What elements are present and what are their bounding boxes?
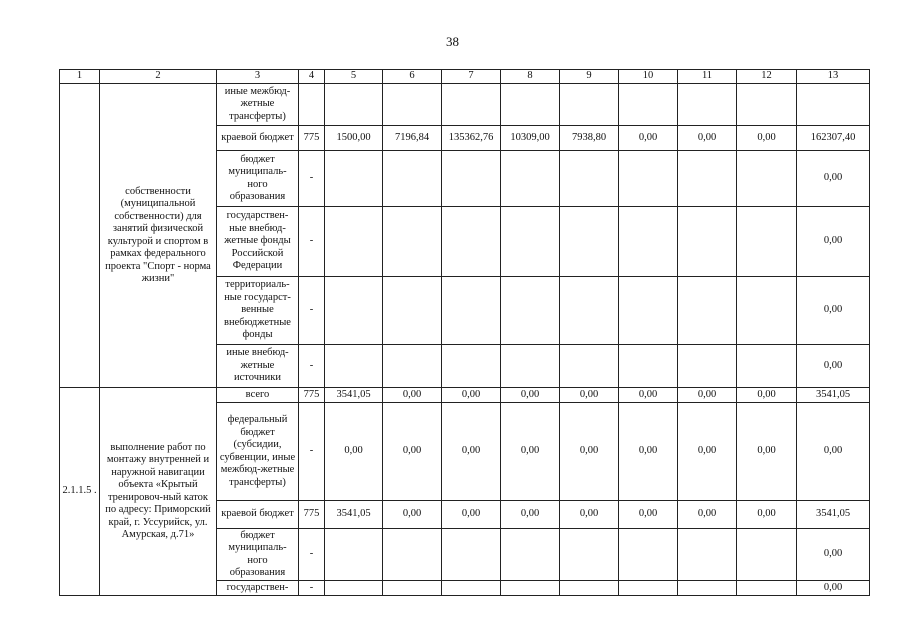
cell-c4: -: [299, 581, 325, 596]
column-header: 2: [100, 70, 217, 84]
funding-source: краевой бюджет: [217, 126, 299, 151]
column-header: 10: [619, 70, 678, 84]
cell-c7: 135362,76: [442, 126, 501, 151]
cell-c11: [678, 84, 737, 126]
cell-c7: [442, 277, 501, 345]
item-description: собственности (муниципальной собственности) для занятий физической культурой и спортом в рамках федерального проекта "Спорт - норма жизни": [100, 84, 217, 388]
cell-c8: [501, 529, 560, 581]
funding-source: иные межбюд-жетные трансферты): [217, 84, 299, 126]
funding-source: федеральный бюджет (субсидии, субвенции, иные межбюд-жетные трансферты): [217, 403, 299, 501]
column-header: 12: [737, 70, 797, 84]
funding-source: иные внебюд-жетные источники: [217, 345, 299, 388]
cell-c10: [619, 529, 678, 581]
column-header: 5: [325, 70, 383, 84]
funding-source: всего: [217, 388, 299, 403]
cell-c7: 0,00: [442, 388, 501, 403]
column-number-header: [60, 70, 870, 84]
cell-c12: [737, 529, 797, 581]
cell-c10: 0,00: [619, 501, 678, 529]
column-header: 1: [60, 70, 100, 84]
cell-c6: [383, 84, 442, 126]
cell-c10: [619, 207, 678, 277]
cell-c4: -: [299, 151, 325, 207]
cell-c8: [501, 151, 560, 207]
cell-c8: 0,00: [501, 501, 560, 529]
cell-c9: [560, 529, 619, 581]
cell-c6: 0,00: [383, 501, 442, 529]
cell-c4: -: [299, 277, 325, 345]
item-code: 2.1.1.5 .: [60, 388, 100, 596]
cell-c7: [442, 151, 501, 207]
cell-c7: [442, 207, 501, 277]
cell-c12: 0,00: [737, 403, 797, 501]
cell-c13: 3541,05: [797, 501, 870, 529]
cell-c4: 775: [299, 126, 325, 151]
cell-c10: 0,00: [619, 126, 678, 151]
cell-c8: [501, 581, 560, 596]
funding-source: бюджет муниципаль-ного образования: [217, 529, 299, 581]
cell-c10: [619, 84, 678, 126]
cell-c5: 0,00: [325, 403, 383, 501]
cell-c13: [797, 84, 870, 126]
column-header: 11: [678, 70, 737, 84]
cell-c9: [560, 277, 619, 345]
cell-c8: 0,00: [501, 403, 560, 501]
cell-c10: [619, 277, 678, 345]
cell-c6: [383, 529, 442, 581]
column-header: 4: [299, 70, 325, 84]
column-header: 13: [797, 70, 870, 84]
cell-c7: [442, 84, 501, 126]
cell-c8: 10309,00: [501, 126, 560, 151]
cell-c11: 0,00: [678, 403, 737, 501]
funding-source: государствен-ные внебюд-жетные фонды Российской Федерации: [217, 207, 299, 277]
cell-c9: [560, 345, 619, 388]
funding-source: бюджет муниципаль-ного образования: [217, 151, 299, 207]
item-description: выполнение работ по монтажу внутренней и наружной навигации объекта «Крытый тренировоч-ный каток по адресу: Приморский край, г. Уссурийск, ул. Амурская, д.71»: [100, 388, 217, 596]
cell-c9: 7938,80: [560, 126, 619, 151]
cell-c8: [501, 84, 560, 126]
cell-c4: -: [299, 345, 325, 388]
cell-c12: 0,00: [737, 501, 797, 529]
cell-c5: 3541,05: [325, 501, 383, 529]
table-row: [60, 84, 870, 126]
cell-c5: [325, 581, 383, 596]
cell-c5: [325, 529, 383, 581]
cell-c10: [619, 581, 678, 596]
cell-c4: -: [299, 529, 325, 581]
cell-c9: [560, 84, 619, 126]
cell-c13: 0,00: [797, 345, 870, 388]
cell-c12: [737, 277, 797, 345]
cell-c4: 775: [299, 388, 325, 403]
table-row: [60, 388, 870, 403]
cell-c12: 0,00: [737, 388, 797, 403]
cell-c11: [678, 151, 737, 207]
cell-c8: [501, 277, 560, 345]
cell-c6: [383, 207, 442, 277]
cell-c10: 0,00: [619, 388, 678, 403]
cell-c6: 0,00: [383, 403, 442, 501]
budget-table: [59, 69, 870, 596]
cell-c13: 162307,40: [797, 126, 870, 151]
cell-c13: 0,00: [797, 403, 870, 501]
cell-c13: 0,00: [797, 529, 870, 581]
cell-c6: [383, 581, 442, 596]
column-header: 7: [442, 70, 501, 84]
cell-c7: [442, 529, 501, 581]
cell-c11: [678, 207, 737, 277]
cell-c4: -: [299, 403, 325, 501]
cell-c12: [737, 581, 797, 596]
cell-c5: 3541,05: [325, 388, 383, 403]
funding-source: краевой бюджет: [217, 501, 299, 529]
cell-c6: [383, 345, 442, 388]
cell-c5: [325, 84, 383, 126]
funding-source: территориаль-ные государст-венные внебюджетные фонды: [217, 277, 299, 345]
cell-c6: [383, 277, 442, 345]
cell-c8: 0,00: [501, 388, 560, 403]
cell-c8: [501, 345, 560, 388]
cell-c13: 3541,05: [797, 388, 870, 403]
cell-c6: 0,00: [383, 388, 442, 403]
cell-c9: [560, 207, 619, 277]
cell-c11: [678, 277, 737, 345]
cell-c7: 0,00: [442, 403, 501, 501]
cell-c10: 0,00: [619, 403, 678, 501]
cell-c8: [501, 207, 560, 277]
cell-c12: 0,00: [737, 126, 797, 151]
cell-c7: [442, 581, 501, 596]
cell-c5: [325, 207, 383, 277]
cell-c10: [619, 345, 678, 388]
column-header: 9: [560, 70, 619, 84]
cell-c11: [678, 529, 737, 581]
cell-c5: [325, 345, 383, 388]
cell-c12: [737, 207, 797, 277]
cell-c9: [560, 151, 619, 207]
cell-c5: 1500,00: [325, 126, 383, 151]
cell-c10: [619, 151, 678, 207]
cell-c13: 0,00: [797, 207, 870, 277]
cell-c9: [560, 581, 619, 596]
page-number: 38: [446, 34, 459, 49]
cell-c7: [442, 345, 501, 388]
cell-c12: [737, 151, 797, 207]
cell-c4: -: [299, 207, 325, 277]
cell-c9: 0,00: [560, 501, 619, 529]
cell-c12: [737, 84, 797, 126]
column-header: 6: [383, 70, 442, 84]
cell-c11: 0,00: [678, 388, 737, 403]
cell-c11: 0,00: [678, 501, 737, 529]
cell-c9: 0,00: [560, 388, 619, 403]
cell-c13: 0,00: [797, 151, 870, 207]
cell-c13: 0,00: [797, 277, 870, 345]
cell-c7: 0,00: [442, 501, 501, 529]
cell-c11: [678, 581, 737, 596]
cell-c6: 7196,84: [383, 126, 442, 151]
cell-c11: [678, 345, 737, 388]
cell-c5: [325, 151, 383, 207]
cell-c13: 0,00: [797, 581, 870, 596]
cell-c4: 775: [299, 501, 325, 529]
cell-c5: [325, 277, 383, 345]
column-header: 3: [217, 70, 299, 84]
cell-c6: [383, 151, 442, 207]
column-header: 8: [501, 70, 560, 84]
cell-c11: 0,00: [678, 126, 737, 151]
cell-c4: [299, 84, 325, 126]
cell-c9: 0,00: [560, 403, 619, 501]
funding-source: государствен-: [217, 581, 299, 596]
item-code: [60, 84, 100, 388]
cell-c12: [737, 345, 797, 388]
